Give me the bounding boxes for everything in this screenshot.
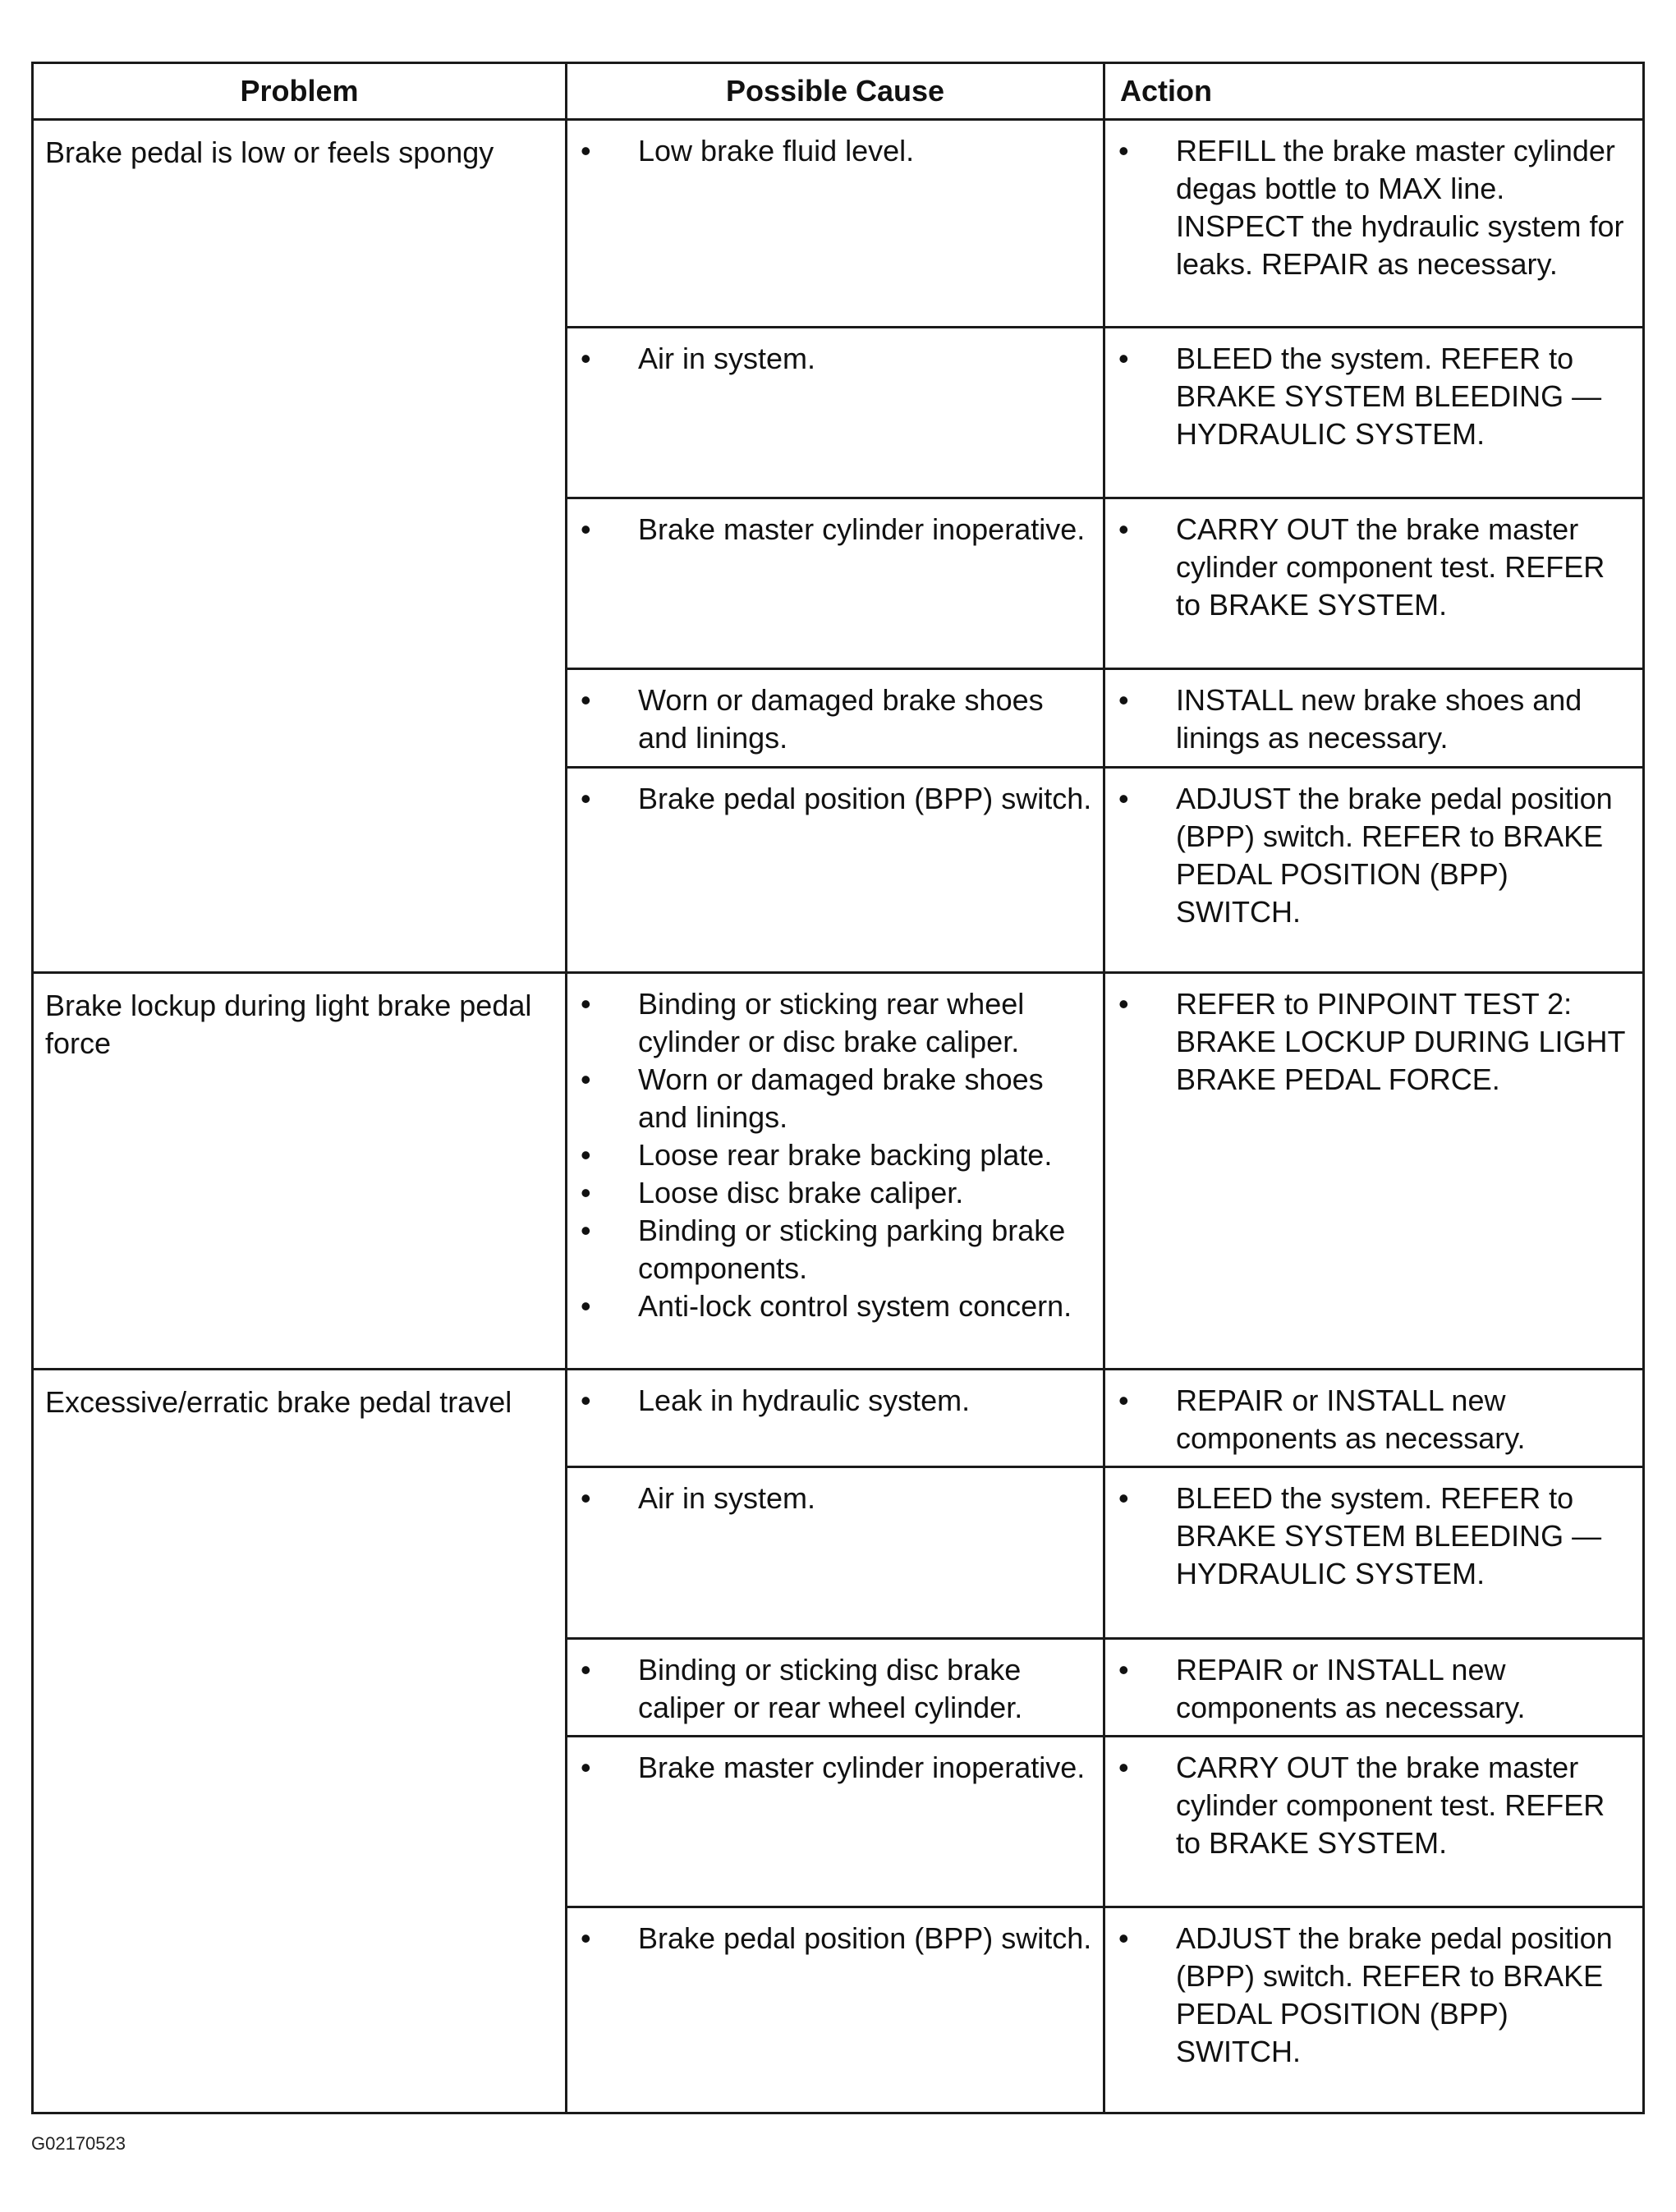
cause-item (581, 1061, 1093, 1136)
action-list (1105, 499, 1642, 632)
action-text: INSTALL new brake shoes and linings as necessary. (1176, 683, 1582, 755)
cause-cell (567, 1370, 1104, 1467)
cause-item (581, 1136, 1093, 1174)
bullet-icon: • (1118, 1921, 1129, 1956)
action-list (1105, 1468, 1642, 1601)
bullet-icon: • (581, 1176, 591, 1210)
cause-cell (567, 327, 1104, 498)
bullet-icon: • (581, 1750, 591, 1784)
action-cell (1104, 498, 1644, 668)
header-problem: Problem (33, 63, 567, 120)
bullet-icon: • (1118, 512, 1129, 546)
cause-item (581, 1382, 1093, 1420)
action-text: REPAIR or INSTALL new components as necessary. (1176, 1384, 1526, 1456)
action-cell (1104, 1907, 1644, 2113)
action-item (1118, 1382, 1632, 1457)
cause-text: Leak in hydraulic system. (638, 1384, 971, 1418)
cause-cell (567, 1467, 1104, 1638)
cause-list (567, 670, 1103, 765)
bullet-icon: • (1118, 1481, 1129, 1516)
cause-list (567, 1370, 1103, 1428)
action-item (1118, 985, 1632, 1099)
action-item (1118, 1920, 1632, 2071)
cause-list (567, 328, 1103, 386)
bullet-icon: • (581, 512, 591, 546)
cause-text: Anti-lock control system concern. (638, 1289, 1072, 1324)
action-cell (1104, 1736, 1644, 1907)
action-cell (1104, 1467, 1644, 1638)
action-item (1118, 780, 1632, 931)
bullet-icon: • (581, 683, 591, 718)
cause-item (581, 1480, 1093, 1517)
figure-code: G02170523 (31, 2133, 126, 2154)
bullet-icon: • (1118, 987, 1129, 1021)
action-item (1118, 1480, 1632, 1593)
cause-item (581, 1920, 1093, 1957)
action-cell (1104, 120, 1644, 328)
cause-text: Binding or sticking rear wheel cylinder or disc brake caliper. (638, 987, 1025, 1059)
cause-cell (567, 669, 1104, 767)
bullet-icon: • (581, 1214, 591, 1248)
action-list (1105, 1640, 1642, 1735)
action-text: CARRY OUT the brake master cylinder component test. REFER to BRAKE SYSTEM. (1176, 1750, 1605, 1860)
action-list (1105, 1737, 1642, 1870)
action-item (1118, 1749, 1632, 1862)
cause-text: Brake pedal position (BPP) switch. (638, 1921, 1092, 1956)
cause-item (581, 1287, 1093, 1325)
cause-text: Low brake fluid level. (638, 134, 915, 168)
cause-text: Brake pedal position (BPP) switch. (638, 781, 1092, 815)
bullet-icon: • (581, 1138, 591, 1173)
action-text: CARRY OUT the brake master cylinder component test. REFER to BRAKE SYSTEM. (1176, 512, 1605, 622)
action-item (1118, 340, 1632, 453)
cause-cell (567, 767, 1104, 973)
action-cell (1104, 767, 1644, 973)
action-cell (1104, 1638, 1644, 1736)
action-text: ADJUST the brake pedal position (BPP) switch. REFER to BRAKE PEDAL POSITION (BPP) SWITCH. (1176, 1921, 1613, 2069)
cause-text: Worn or damaged brake shoes and linings. (638, 683, 1044, 755)
cause-list (567, 499, 1103, 557)
bullet-icon: • (581, 781, 591, 815)
cause-text: Brake master cylinder inoperative. (638, 512, 1086, 546)
cause-text: Loose disc brake caliper. (638, 1176, 964, 1210)
cause-list (567, 974, 1103, 1333)
bullet-icon: • (581, 1062, 591, 1097)
bullet-icon: • (581, 1652, 591, 1687)
bullet-icon: • (1118, 781, 1129, 815)
bullet-icon: • (1118, 1750, 1129, 1784)
action-cell (1104, 669, 1644, 767)
problem-cell: Excessive/erratic brake pedal travel (33, 1370, 567, 2113)
action-text: BLEED the system. REFER to BRAKE SYSTEM BLEEDING — HYDRAULIC SYSTEM. (1176, 341, 1602, 451)
bullet-icon: • (1118, 1384, 1129, 1418)
action-list (1105, 1908, 1642, 2079)
cause-item (581, 681, 1093, 757)
action-item (1118, 681, 1632, 757)
cause-item (581, 985, 1093, 1061)
cause-list (567, 769, 1103, 826)
cause-cell (567, 1638, 1104, 1736)
bullet-icon: • (581, 1384, 591, 1418)
cause-cell (567, 498, 1104, 668)
action-list (1105, 670, 1642, 765)
cause-text: Binding or sticking disc brake caliper or rear wheel cylinder. (638, 1652, 1023, 1724)
action-item (1118, 1651, 1632, 1727)
table-row (33, 120, 1644, 328)
cause-item (581, 511, 1093, 548)
action-text: BLEED the system. REFER to BRAKE SYSTEM BLEEDING — HYDRAULIC SYSTEM. (1176, 1481, 1602, 1591)
bullet-icon: • (581, 1289, 591, 1324)
table-row (33, 1370, 1644, 1467)
cause-cell (567, 120, 1104, 328)
action-cell (1104, 1370, 1644, 1467)
cause-item (581, 1651, 1093, 1727)
action-text: ADJUST the brake pedal position (BPP) switch. REFER to BRAKE PEDAL POSITION (BPP) SWITCH. (1176, 781, 1613, 929)
cause-list (567, 1737, 1103, 1795)
cause-text: Loose rear brake backing plate. (638, 1138, 1053, 1173)
bullet-icon: • (1118, 341, 1129, 375)
cause-item (581, 340, 1093, 378)
action-item (1118, 511, 1632, 624)
action-list (1105, 769, 1642, 939)
diagnosis-table (31, 62, 1645, 2114)
cause-cell (567, 1736, 1104, 1907)
cause-item (581, 1749, 1093, 1787)
bullet-icon: • (581, 134, 591, 168)
problem-cell: Brake lockup during light brake pedal force (33, 973, 567, 1370)
bullet-icon: • (581, 1921, 591, 1956)
cause-text: Brake master cylinder inoperative. (638, 1750, 1086, 1784)
cause-list (567, 121, 1103, 178)
table-row (33, 973, 1644, 1370)
bullet-icon: • (1118, 134, 1129, 168)
cause-item (581, 132, 1093, 170)
action-list (1105, 974, 1642, 1107)
cause-item (581, 780, 1093, 818)
cause-list (567, 1908, 1103, 1966)
header-row (33, 63, 1644, 120)
cause-text: Air in system. (638, 341, 816, 375)
action-text: REFER to PINPOINT TEST 2: BRAKE LOCKUP DURING LIGHT BRAKE PEDAL FORCE. (1176, 987, 1625, 1097)
bullet-icon: • (581, 1481, 591, 1516)
cause-text: Binding or sticking parking brake components. (638, 1214, 1066, 1286)
cause-item (581, 1174, 1093, 1212)
header-action: Action (1104, 63, 1644, 120)
cause-cell (567, 1907, 1104, 2113)
action-text: REPAIR or INSTALL new components as necessary. (1176, 1652, 1526, 1724)
cause-text: Air in system. (638, 1481, 816, 1516)
cause-cell (567, 973, 1104, 1370)
action-item (1118, 132, 1632, 283)
action-list (1105, 1370, 1642, 1466)
header-possible-cause: Possible Cause (567, 63, 1104, 120)
problem-cell: Brake pedal is low or feels spongy (33, 120, 567, 973)
action-list (1105, 121, 1642, 291)
cause-text: Worn or damaged brake shoes and linings. (638, 1062, 1044, 1135)
action-cell (1104, 973, 1644, 1370)
bullet-icon: • (581, 987, 591, 1021)
cause-item (581, 1212, 1093, 1287)
action-text: REFILL the brake master cylinder degas bottle to MAX line. INSPECT the hydraulic system for leaks. REPAIR as necessary. (1176, 134, 1624, 281)
cause-list (567, 1640, 1103, 1735)
cause-list (567, 1468, 1103, 1526)
bullet-icon: • (581, 341, 591, 375)
bullet-icon: • (1118, 683, 1129, 718)
action-list (1105, 328, 1642, 461)
action-cell (1104, 327, 1644, 498)
bullet-icon: • (1118, 1652, 1129, 1687)
